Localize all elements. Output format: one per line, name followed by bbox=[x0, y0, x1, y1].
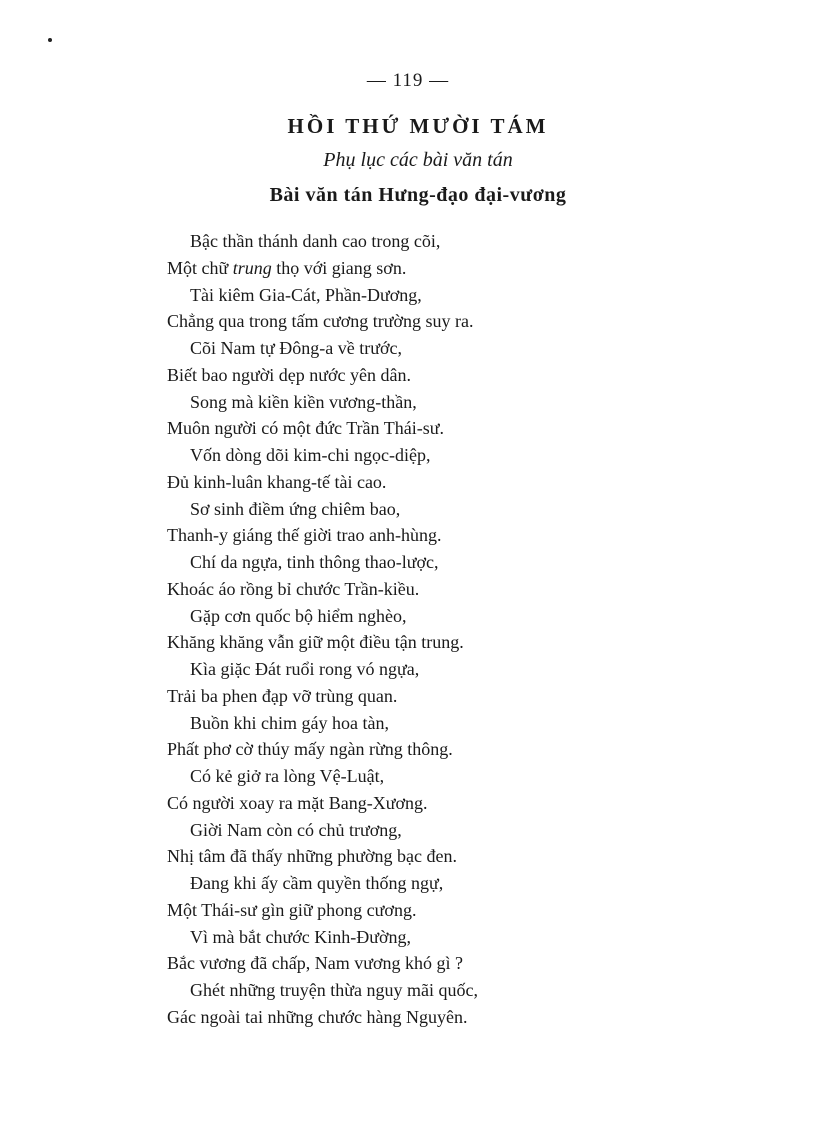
poem-line: Cõi Nam tự Đông-a về trước, bbox=[190, 338, 402, 358]
page-number: — 119 — bbox=[366, 70, 450, 91]
poem-line: Song mà kiền kiền vương-thần, bbox=[190, 391, 417, 412]
poem-line: Gác ngoài tai những chước hàng Nguyên. bbox=[167, 1006, 468, 1027]
poem-line: Có kẻ giở ra lòng Vệ-Luật, bbox=[190, 766, 385, 786]
poem-line: Phất phơ cờ thúy mấy ngàn rừng thông. bbox=[167, 739, 453, 760]
poem-line: Kìa giặc Đát ruổi rong vó ngựa, bbox=[190, 659, 420, 679]
ink-speck bbox=[48, 38, 52, 42]
poem-line: Tài kiêm Gia-Cát, Phần-Dương, bbox=[190, 284, 422, 305]
poem-line: Khoác áo rồng bỉ chước Trần-kiều. bbox=[167, 578, 420, 599]
poem-line: Đang khi ấy cầm quyền thống ngự, bbox=[190, 873, 444, 893]
poem-line: Chí da ngựa, tinh thông thao-lược, bbox=[190, 552, 439, 572]
poem-line: Đủ kinh-luân khang-tế tài cao. bbox=[167, 471, 387, 492]
poem-line: Chẳng qua trong tấm cương trường suy ra. bbox=[167, 311, 474, 332]
poem-line: Thanh-y giáng thế giời trao anh-hùng. bbox=[167, 525, 442, 546]
poem-line: Trải ba phen đạp vỡ trùng quan. bbox=[167, 685, 398, 706]
poem-line: Một chữ trung thọ với giang sơn. bbox=[167, 257, 407, 278]
poem-line: Gặp cơn quốc bộ hiểm nghèo, bbox=[190, 605, 407, 626]
poem-body bbox=[0, 228, 816, 1031]
poem-line: Khăng khăng vẫn giữ một điều tận trung. bbox=[167, 632, 464, 653]
poem-title: Bài văn tán Hưng-đạo đại-vương bbox=[269, 184, 567, 206]
poem-line: Sơ sinh điềm ứng chiêm bao, bbox=[190, 498, 401, 519]
poem-line: Vì mà bắt chước Kinh-Đường, bbox=[190, 926, 412, 947]
poem-line: Muôn người có một đức Trần Thái-sư. bbox=[167, 418, 444, 439]
poem-line: Bắc vương đã chấp, Nam vương khó gì ? bbox=[167, 953, 463, 974]
poem-line: Vốn dòng dõi kim-chi ngọc-diệp, bbox=[190, 445, 431, 465]
poem-line: Biết bao người dẹp nước yên dân. bbox=[167, 364, 411, 385]
poem-line: Giời Nam còn có chủ trương, bbox=[190, 819, 402, 840]
poem-line: Một Thái-sư gìn giữ phong cương. bbox=[167, 899, 417, 920]
poem-line: Có người xoay ra mặt Bang-Xương. bbox=[167, 792, 428, 813]
emphasis: trung bbox=[232, 257, 272, 278]
poem-line: Bậc thần thánh danh cao trong cõi, bbox=[190, 231, 441, 251]
chapter-title: HỒI THỨ MƯỜI TÁM bbox=[287, 114, 549, 138]
poem-line: Ghét những truyện thừa nguy mãi quốc, bbox=[190, 980, 478, 1000]
poem-line: Nhị tâm đã thấy những phường bạc đen. bbox=[167, 846, 457, 867]
poem-line: Buồn khi chim gáy hoa tàn, bbox=[190, 712, 389, 733]
section-subtitle: Phụ lục các bài văn tán bbox=[323, 149, 513, 171]
